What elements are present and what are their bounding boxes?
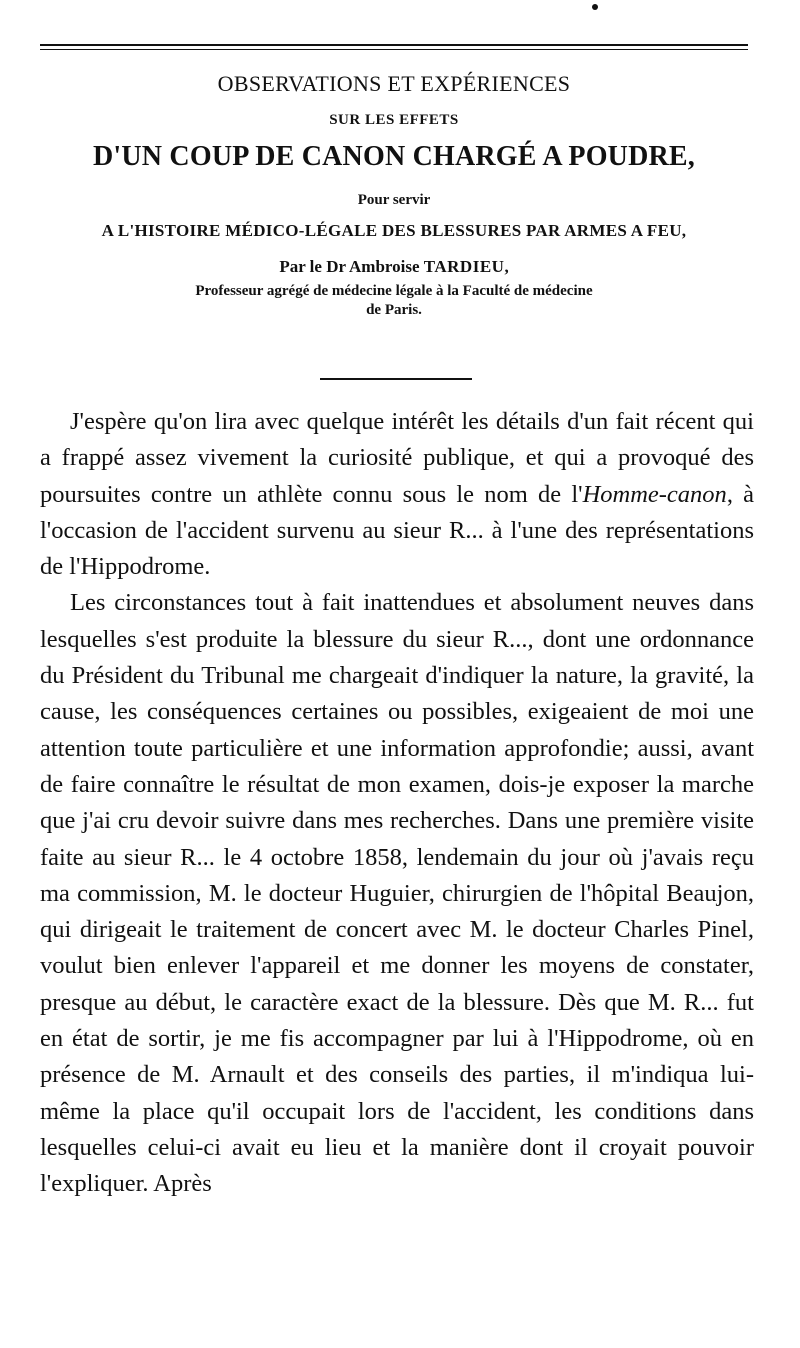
author-suffix: , — [504, 257, 509, 276]
author-title-line-2: de Paris. — [366, 302, 422, 318]
title-line-1: OBSERVATIONS ET EXPÉRIENCES — [217, 71, 571, 96]
author-line — [40, 256, 748, 278]
title-line-2: SUR LES EFFETS — [329, 112, 459, 128]
p1-text-a: J'espère qu'on lira avec quelque intérêt les détails d'un fait récent qui a frappé assez vivement la curiosité publique, et qui a provoqué des poursuites contre un athlète connu sous le nom de l' — [40, 408, 754, 508]
main-title: D'UN COUP DE CANON CHARGÉ A POUDRE, — [92, 141, 696, 172]
p1-text-b: , à l'occasion de l'accident survenu au sieur R... à l'une des représentations de l'Hippodrome. — [40, 480, 755, 581]
author-surname: TARDIEU — [423, 257, 505, 276]
paragraph-2: Les circonstances tout à fait inattendues et absolument neuves dans lesquelles s'est produite la blessure du sieur R..., dont une ordonnance du Président du Tribunal me chargeait d'indiquer la nature, la gravité, la cause, les conséquences certaines ou possibles, exigeaient de moi une attention toute particulière et une information approfondie; aussi, avant de faire connaître le résultat de mon examen, dois-je exposer la marche que j'ai cru devoir suivre dans mes recherches. Dans une première visite faite au sieur R... le 4 octobre 1858, lendemain du jour où j'avais reçu ma commission, M. le docteur Huguier, chirurgien de l'hôpital Beaujon, qui dirigeait le traitement de concert avec M. le docteur Charles Pinel, voulut bien enlever l'appareil et me donner les moyens de constater, presque au début, le caractère exact de la blessure. Dès que M. R... fut en état de sortir, je me fis accompagner par lui à l'Hippodrome, où en présence de M. Arnault et des conseils des parties, il m'indiqua lui-même la place qu'il occupait lors de l'accident, les conditions dans lesquelles celui-ci avait eu lieu et la manière dont il croyait pouvoir l'expliquer. Après — [40, 589, 754, 1198]
ink-speck — [592, 4, 598, 10]
article-body — [40, 404, 754, 1203]
separator-rule — [320, 378, 472, 380]
top-double-rule — [40, 44, 748, 50]
p1-italic: Homme-canon — [582, 480, 727, 508]
author-title-line-1: Professeur agrégé de médecine légale à la Faculté de médecine — [195, 283, 593, 299]
subtitle-pour-servir: Pour servir — [357, 192, 431, 208]
paragraph-1 — [40, 404, 754, 585]
article-header — [40, 70, 748, 320]
author-prefix: Par le Dr Ambroise — [279, 257, 424, 276]
subtitle-line-2: A L'HISTOIRE MÉDICO-LÉGALE DES BLESSURES PAR ARMES A FEU, — [101, 221, 687, 240]
